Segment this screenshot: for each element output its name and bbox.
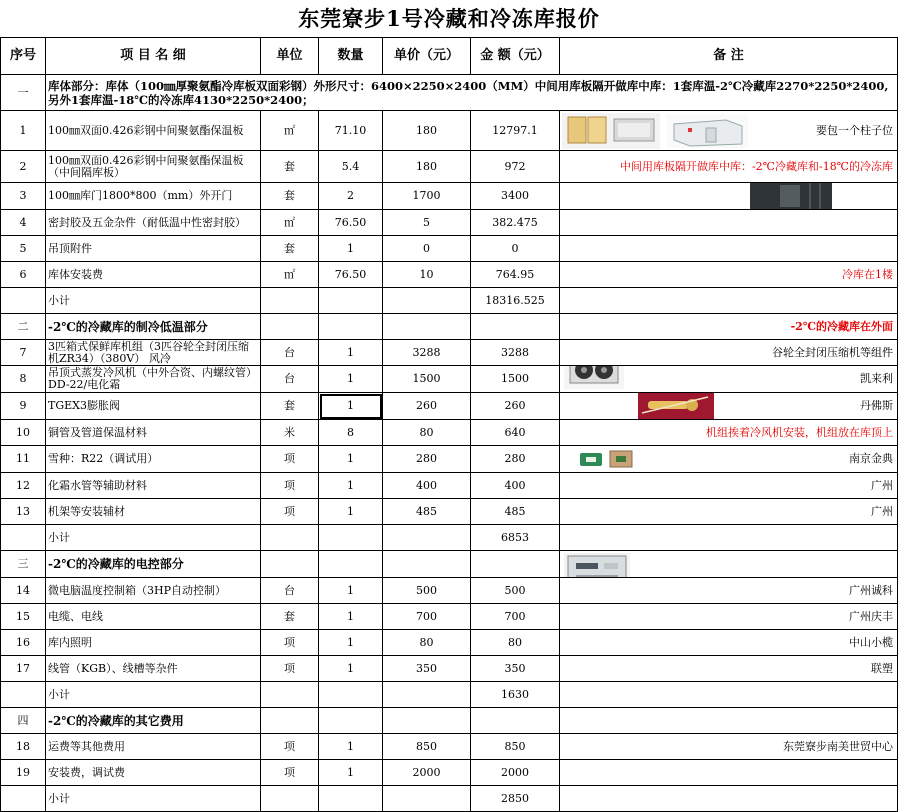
row-amount: 1500: [471, 366, 560, 393]
table-row: [1, 236, 898, 262]
empty-cell: [319, 786, 383, 812]
subtotal-amount: 6853: [471, 525, 560, 551]
row-note-cell: [560, 183, 898, 210]
row-amount: 80: [471, 630, 560, 656]
row-name: 吊顶式蒸发冷风机（中外合资、内螺纹管）DD-22/电化霜: [46, 366, 261, 393]
row-unit: 套: [261, 604, 319, 630]
row-qty: 76.50: [319, 210, 383, 236]
row-no: 17: [1, 656, 46, 682]
row-note: 联塑: [560, 656, 898, 682]
row-amount: 700: [471, 604, 560, 630]
empty-cell: [319, 708, 383, 734]
empty-cell: [383, 525, 471, 551]
table-row: [1, 183, 898, 210]
row-name: TGEX3膨胀阀: [46, 393, 261, 420]
table-row: [1, 656, 898, 682]
row-name: 机架等安装辅材: [46, 499, 261, 525]
empty-cell: [560, 786, 898, 812]
row-name: 运费等其他费用: [46, 734, 261, 760]
row-no: 16: [1, 630, 46, 656]
row-price: 180: [383, 111, 471, 151]
row-unit: ㎡: [261, 262, 319, 288]
empty-cell: [560, 525, 898, 551]
row-price: 80: [383, 630, 471, 656]
row-note: 广州: [560, 499, 898, 525]
row-qty: 1: [319, 630, 383, 656]
row-note: [560, 210, 898, 236]
row-name: 库体安装费: [46, 262, 261, 288]
table-row: [1, 210, 898, 236]
row-note: 要包一个柱子位: [816, 123, 893, 137]
subtotal-row: [1, 525, 898, 551]
row-qty: 8: [319, 420, 383, 446]
table-row: [1, 446, 898, 473]
empty-cell: [560, 288, 898, 314]
empty-cell: [383, 551, 471, 578]
row-unit: 套: [261, 183, 319, 210]
row-amount: 640: [471, 420, 560, 446]
row-amount: 280: [471, 446, 560, 473]
table-row: [1, 734, 898, 760]
row-note: 冷库在1楼: [560, 262, 898, 288]
row-no: 2: [1, 151, 46, 183]
row-amount: 400: [471, 473, 560, 499]
section-note: -2℃的冷藏库在外面: [560, 314, 898, 340]
table-row: [1, 420, 898, 446]
row-name: 密封胶及五金杂件（耐低温中性密封胶）: [46, 210, 261, 236]
empty-cell: [261, 551, 319, 578]
row-price: 10: [383, 262, 471, 288]
cold-room-door-photo: [750, 183, 832, 209]
quotation-table: [0, 37, 898, 812]
row-price: 280: [383, 446, 471, 473]
empty-cell: [261, 288, 319, 314]
empty-cell: [560, 682, 898, 708]
empty-cell: [261, 708, 319, 734]
row-price: 850: [383, 734, 471, 760]
section-row: [1, 708, 898, 734]
row-no: 3: [1, 183, 46, 210]
row-qty: 1: [319, 578, 383, 604]
row-unit: ㎡: [261, 210, 319, 236]
row-note: 南京金典: [849, 452, 893, 465]
row-no: 18: [1, 734, 46, 760]
row-name: 100㎜双面0.426彩钢中间聚氨酯保温板: [46, 111, 261, 151]
row-note: 中间用库板隔开做库中库：-2℃冷藏库和-18℃的冷冻库: [560, 151, 898, 183]
row-unit: 项: [261, 630, 319, 656]
row-price: 700: [383, 604, 471, 630]
empty-cell: [319, 682, 383, 708]
table-row: [1, 151, 898, 183]
row-name: 线管（KGB）、线槽等杂件: [46, 656, 261, 682]
row-price: 1500: [383, 366, 471, 393]
row-qty-selected-cell[interactable]: 1: [319, 393, 383, 420]
row-name: 电缆、电线: [46, 604, 261, 630]
section-title: -2℃的冷藏库的制冷低温部分: [46, 314, 261, 340]
row-name: 吊顶附件: [46, 236, 261, 262]
subtotal-label: 小计: [46, 288, 261, 314]
table-row: [1, 262, 898, 288]
row-qty: 1: [319, 760, 383, 786]
row-unit: 套: [261, 236, 319, 262]
table-row: [1, 499, 898, 525]
row-note-cell: [560, 366, 898, 393]
row-qty: 1: [319, 340, 383, 366]
row-price: 400: [383, 473, 471, 499]
row-name: 库内照明: [46, 630, 261, 656]
empty-cell: [319, 314, 383, 340]
empty-cell: [319, 525, 383, 551]
empty-cell: [261, 314, 319, 340]
row-qty: 1: [319, 446, 383, 473]
empty-cell: [383, 786, 471, 812]
row-price: 485: [383, 499, 471, 525]
row-note: 广州庆丰: [560, 604, 898, 630]
empty-cell: [319, 288, 383, 314]
section-row: [1, 314, 898, 340]
section-title: -2℃的冷藏库的其它费用: [46, 708, 261, 734]
subtotal-row: [1, 682, 898, 708]
row-name: 铜管及管道保温材料: [46, 420, 261, 446]
row-note: 中山小榄: [560, 630, 898, 656]
section-no: 一: [1, 75, 46, 111]
row-amount: 3400: [471, 183, 560, 210]
empty-cell: [471, 708, 560, 734]
row-no: 1: [1, 111, 46, 151]
row-unit: 台: [261, 578, 319, 604]
subtotal-amount: 18316.525: [471, 288, 560, 314]
row-price: 2000: [383, 760, 471, 786]
subtotal-label: 小计: [46, 682, 261, 708]
row-qty: 76.50: [319, 262, 383, 288]
row-amount: 382.475: [471, 210, 560, 236]
row-amount: 260: [471, 393, 560, 420]
subtotal-label: 小计: [46, 786, 261, 812]
row-qty: 1: [319, 499, 383, 525]
section-title: 库体部分：库体（100㎜厚聚氨酯冷库板双面彩钢）外形尺寸：6400×2250×2400（MM）中间用库板隔开做库中库：1套库温-2℃冷藏库2270*2250*2400,另外1套库温-18℃的冷冻库4130*2250*2400；: [46, 75, 898, 111]
header-item: 项 目 名 细: [46, 38, 261, 75]
row-qty: 1: [319, 236, 383, 262]
empty-cell: [383, 682, 471, 708]
row-amount: 0: [471, 236, 560, 262]
empty-cell: [1, 525, 46, 551]
row-note: [560, 760, 898, 786]
row-qty: 1: [319, 604, 383, 630]
row-unit: 台: [261, 340, 319, 366]
row-no: 15: [1, 604, 46, 630]
row-amount: 2000: [471, 760, 560, 786]
row-name: 3匹箱式保鲜库机组（3匹谷轮全封闭压缩机ZR34）（380V） 风冷: [46, 340, 261, 366]
empty-cell: [1, 682, 46, 708]
table-row: [1, 393, 898, 420]
subtotal-amount: 2850: [471, 786, 560, 812]
header-unit: 单位: [261, 38, 319, 75]
condensing-unit-photo: [564, 366, 624, 390]
row-unit: 项: [261, 446, 319, 473]
empty-cell: [383, 314, 471, 340]
row-no: 9: [1, 393, 46, 420]
sheet-title: 东莞寮步1号冷藏和冷冻库报价: [298, 6, 600, 31]
row-amount: 972: [471, 151, 560, 183]
row-name: 100㎜库门1800*800（mm）外开门: [46, 183, 261, 210]
table-row: [1, 340, 898, 366]
empty-cell: [261, 525, 319, 551]
empty-cell: [261, 682, 319, 708]
empty-cell: [319, 551, 383, 578]
empty-cell: [383, 288, 471, 314]
row-note: 东莞寮步南美世贸中心: [560, 734, 898, 760]
row-amount: 850: [471, 734, 560, 760]
subtotal-row: [1, 786, 898, 812]
row-note-cell: [560, 446, 898, 473]
row-unit: 项: [261, 760, 319, 786]
cold-room-panel-photo: [562, 113, 660, 149]
subtotal-label: 小计: [46, 525, 261, 551]
row-unit: 套: [261, 393, 319, 420]
row-amount: 12797.1: [471, 111, 560, 151]
row-qty: 1: [319, 473, 383, 499]
empty-cell: [1, 786, 46, 812]
empty-cell: [261, 786, 319, 812]
row-no: 12: [1, 473, 46, 499]
row-note: 凯来利: [860, 372, 893, 385]
header-amount: 金 额（元）: [471, 38, 560, 75]
table-row: [1, 604, 898, 630]
row-note-cell: [560, 551, 898, 578]
temperature-control-box-photo: [564, 553, 630, 578]
row-unit: 套: [261, 151, 319, 183]
empty-cell: [471, 314, 560, 340]
row-price: 0: [383, 236, 471, 262]
subtotal-amount: 1630: [471, 682, 560, 708]
row-no: 8: [1, 366, 46, 393]
refrigerant-can-photo: [578, 449, 636, 469]
row-name: 化霜水管等辅助材料: [46, 473, 261, 499]
row-unit: 项: [261, 656, 319, 682]
row-no: 5: [1, 236, 46, 262]
section-row: [1, 551, 898, 578]
row-price: 80: [383, 420, 471, 446]
row-no: 4: [1, 210, 46, 236]
cold-room-box-photo: [666, 114, 748, 148]
row-no: 10: [1, 420, 46, 446]
row-price: 350: [383, 656, 471, 682]
row-qty: 1: [319, 656, 383, 682]
row-note: 广州: [560, 473, 898, 499]
section-row: [1, 75, 898, 111]
row-price: 180: [383, 151, 471, 183]
row-note: 机组挨着冷风机安装，机组放在库顶上: [560, 420, 898, 446]
row-note-cell: [560, 393, 898, 420]
row-name: 100㎜双面0.426彩钢中间聚氨酯保温板（中间隔库板）: [46, 151, 261, 183]
table-row: [1, 760, 898, 786]
row-qty: 1: [319, 734, 383, 760]
section-no: 四: [1, 708, 46, 734]
row-amount: 500: [471, 578, 560, 604]
row-name: 安装费，调试费: [46, 760, 261, 786]
row-amount: 3288: [471, 340, 560, 366]
row-amount: 350: [471, 656, 560, 682]
row-name: 雪种：R22（调试用）: [46, 446, 261, 473]
empty-cell: [471, 551, 560, 578]
row-note: 丹佛斯: [860, 399, 893, 412]
row-qty: 1: [319, 366, 383, 393]
row-note: 谷轮全封闭压缩机等组件: [560, 340, 898, 366]
row-unit: 项: [261, 499, 319, 525]
empty-cell: [383, 708, 471, 734]
row-price: 500: [383, 578, 471, 604]
row-price: 3288: [383, 340, 471, 366]
table-row: [1, 366, 898, 393]
row-unit: ㎡: [261, 111, 319, 151]
header-qty: 数量: [319, 38, 383, 75]
empty-cell: [1, 288, 46, 314]
row-price: 1700: [383, 183, 471, 210]
row-amount: 485: [471, 499, 560, 525]
row-no: 14: [1, 578, 46, 604]
row-no: 11: [1, 446, 46, 473]
header-no: 序号: [1, 38, 46, 75]
row-no: 7: [1, 340, 46, 366]
row-qty: 71.10: [319, 111, 383, 151]
header-note: 备 注: [560, 38, 898, 75]
section-no: 二: [1, 314, 46, 340]
row-name: 微电脑温度控制箱（3HP自动控制）: [46, 578, 261, 604]
table-row: [1, 630, 898, 656]
row-note: 广州诚科: [560, 578, 898, 604]
table-row: [1, 473, 898, 499]
row-price: 5: [383, 210, 471, 236]
subtotal-row: [1, 288, 898, 314]
row-unit: 项: [261, 473, 319, 499]
row-no: 19: [1, 760, 46, 786]
row-no: 6: [1, 262, 46, 288]
section-title: -2℃的冷藏库的电控部分: [46, 551, 261, 578]
empty-cell: [560, 708, 898, 734]
header-row: [1, 38, 898, 75]
table-row: [1, 111, 898, 151]
table-row: [1, 578, 898, 604]
row-price: 260: [383, 393, 471, 420]
row-note: [560, 236, 898, 262]
row-unit: 项: [261, 734, 319, 760]
section-no: 三: [1, 551, 46, 578]
expansion-valve-photo: [638, 393, 714, 420]
row-unit: 台: [261, 366, 319, 393]
row-amount: 764.95: [471, 262, 560, 288]
header-price: 单价（元）: [383, 38, 471, 75]
row-no: 13: [1, 499, 46, 525]
row-note-cell: [560, 111, 898, 151]
row-unit: 米: [261, 420, 319, 446]
row-qty: 5.4: [319, 151, 383, 183]
row-qty: 2: [319, 183, 383, 210]
